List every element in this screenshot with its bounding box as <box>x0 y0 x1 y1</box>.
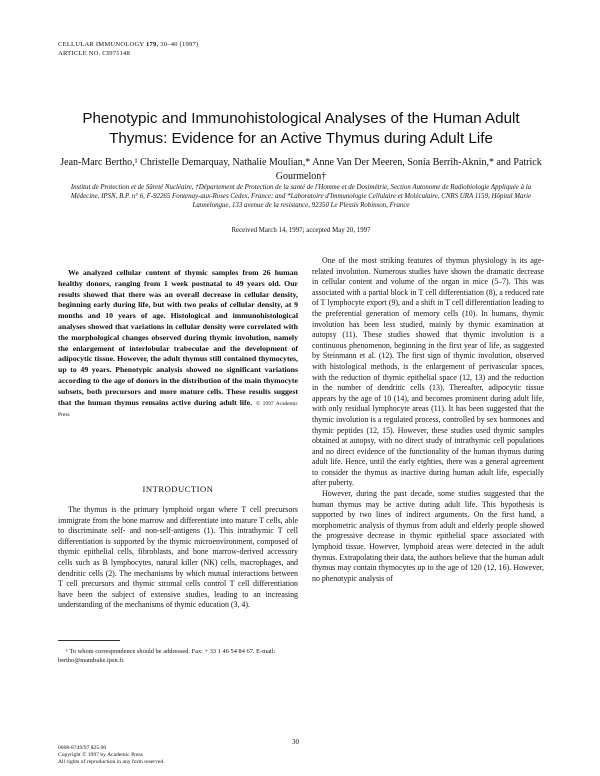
affiliations: Institut de Protection et de Sûreté Nucléaire, †Département de Protection de la santé de l'Homme et de Dosimétrie, Section Autonome de Radiobiologie Appliquée à la Médecine, IPSN, B.P. n° 6, F-92265 Fontenay-aux-Roses Cedex, France; and *Laboratoire d'Immunologie Cellulaire et Moléculaire, CNRS URA 1159, Hôpital Marie Lannelongue, 133 avenue de la resistance, 92350 Le Plessis Robinson, France <box>70 184 532 210</box>
article-number: ARTICLE NO. CI971148 <box>58 50 131 57</box>
author-list: Jean-Marc Bertho,¹ Christelle Demarquay, Nathalie Moulian,* Anne Van Der Meeren, Sonia Berrih-Aknin,* and Patrick Gourmelon† <box>60 157 542 182</box>
issn-line: 0008-8749/97 $25.00 <box>58 745 107 751</box>
abstract-text: We analyzed cellular content of thymic samples from 26 human healthy donors, ranging from 1 week postnatal to 49 years old. Our results showed that there was an overall decrease in cellular density, beginning early during life, but with two peaks of cellular density, at 9 months and 10 years of age. Histological and immunohistological analyses showed that variations in cellular density were correlated with the morphological changes observed during thymic involution, namely the enlargement of interlobular trabeculae and the development of adipocytic tissue. However, the adult thymus still contained thymocytes, up to 49 years. Phenotypic analysis showed no significant variations according to the age of donors in the distribution of the main thymocyte subsets, both precursors and more mature cells. These results suggest that the human thymus remains active during adult life. <box>58 268 298 407</box>
journal-citation <box>58 40 198 49</box>
journal-pages-year: 30–40 (1997) <box>160 41 199 48</box>
abstract-copyright: © 1997 Academic Press <box>58 400 298 419</box>
article-title: Phenotypic and Immunohistological Analyses of the Human Adult Thymus: Evidence for an Active Thymus during Adult Life <box>82 110 520 147</box>
footnote-divider <box>58 640 120 641</box>
footnote: ¹ To whom correspondence should be addressed. Fax: + 33 1 46 54 84 67. E-mail: bertho@mandrake.ipsn.fr. <box>58 648 276 664</box>
introduction-heading: INTRODUCTION <box>142 484 214 494</box>
rights-line: All rights of reproduction in any form reserved. <box>58 759 165 765</box>
copyright-line: Copyright © 1997 by Academic Press <box>58 752 143 758</box>
abstract <box>58 268 298 421</box>
journal-volume: 179, <box>146 41 159 48</box>
introduction-paragraph: The thymus is the primary lymphoid organ where T cell precursors immigrate from the bone marrow and differentiate into mature T cells, able to discriminate self- and non-self-antigens (1). This intrathymic T cell differentiation is supported by the thymic microenvironment, composed of thymic epithelial cells, fibroblasts, and bone marrow-derived accessory cells such as B lymphocytes, natural killer (NK) cells, macrophages, and dendritic cells (2). The mechanisms by which mutual interactions between T cell precursors and thymic stromal cells control T cell differentiation have been the subject of extensive studies, leading to an increasing understanding of the mechanisms of thymic education (3, 4). <box>58 505 298 610</box>
right-paragraph-2: However, during the past decade, some studies suggested that the human thymus may be active during adult life. This hypothesis is supported by two lines of indirect arguments. On the first hand, a morphometric analysis of thymus from adult and elderly people showed the progressive decrease in thymic epithelial space associated with lymphoid tissue. However, lymphoid areas were detected in the adult thymus. Extrapolating their data, the authors believe that the human adult thymus may contain thymocytes up to the age of 120 (12, 16). However, no phenotypic analysis of <box>312 489 544 583</box>
right-column <box>312 256 544 584</box>
right-paragraph-1: One of the most striking features of thymus physiology is its age-related involution. Numerous studies have shown the dramatic decrease in cellular content and volume of the organ in mice (5–7). This was associated with a partial block in T cell differentiation (8), a reduced rate of T lymphocyte export (9), and a shift in T cell differentiation leading to the preferential generation of memory cells (10). In humans, thymic involution has been less studied, mainly by thymic examination at autopsy (11). These studies showed that thymic involution is a continuous phenomenon, beginning in the first year of life, as suggested by Steinmann et al. (12). The first sign of thymic involution, observed with histological methods, is the enlargement of perivascular spaces, with the reduction of thymic epithelial space (12, 13) and the reduction in the number of dendritic cells (13). Thereafter, adipocytic tissue appears by the age of 10 (14), and becomes prominent during adult life, with only residual lymphocyte areas (11). It has been suggested that the thymic involution is a regulated process, controlled by sex hormones and thymic peptides (12, 15). However, these studies used thymic samples obtained at autopsy, with no direct study of intrathymic cell populations and no direct evidence of the functionality of the human thymus during adult life. Hence, until the early eighties, there was a general agreement to consider the thymus as inactive during human adult life, especially after puberty. <box>312 256 544 488</box>
page-number: 30 <box>292 738 299 746</box>
journal-name: CELLULAR IMMUNOLOGY <box>58 41 145 48</box>
copyright-footer <box>58 745 165 766</box>
journal-header <box>58 40 198 58</box>
received-dates: Received March 14, 1997; accepted May 20, 1997 <box>231 227 371 234</box>
